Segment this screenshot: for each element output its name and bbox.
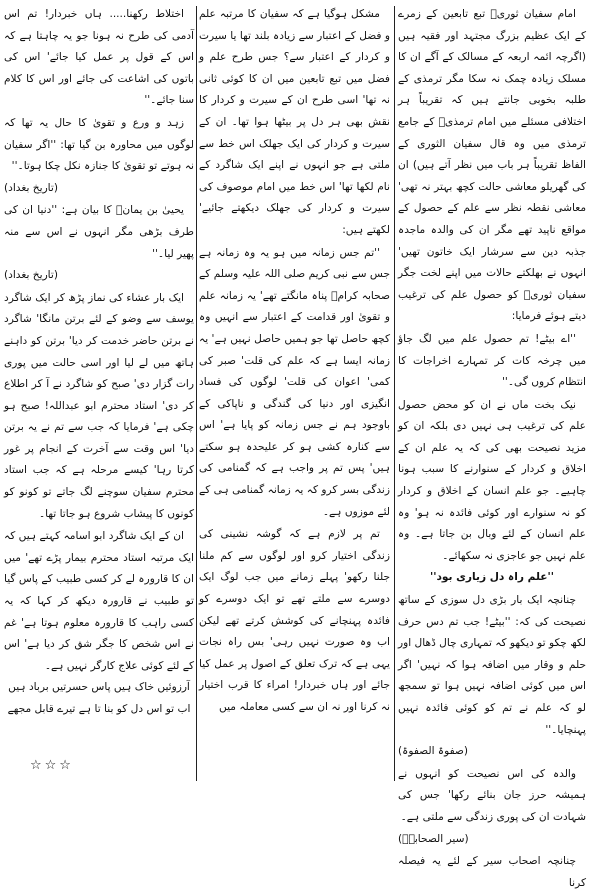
source-citation: (تاریخ بغداد) (4, 269, 58, 282)
source-citation: (صفوۃ الصفوۃ) (398, 745, 469, 758)
paragraph: ایک بار عشاء کی نماز پڑھ کر ایک شاگرد یوسف سے وضو کے لئے برتن مانگا' شاگرد نے برتن حاضر خدمت کر دیا' برتن کو داہنے ہاتھ میں لے لیا اور اسی حالت میں پوری رات گزار دی' صبح کو شاگرد نے آ کر اطلاع کر دی' استاد محترم ابو عبداللہ! صبح ہو چکی ہے' فرمایا کہ جب سے تم نے یہ برتن دیا' اس وقت سے آخرت کے انجام پر غور کرتا رہا' کیسے مرحلہ ہے کہ جب استاد محترم سفیان سوچنے لگ جاتے تو کونو کو کونوں کا پیشاب شروع ہو جاتا تھا۔ (4, 291, 194, 520)
column-divider-right (394, 6, 395, 781)
left-column (4, 4, 194, 784)
poetry-line: اب تو اس دل کو بنا تا ہے تیرے قابل مجھے (7, 703, 191, 715)
paragraph: چنانچہ ایک بار بڑی دل سوزی کے ساتھ نصیحت کی کہ: ''بیٹے! جب تم دس حرف لکھ چکو تو دیکھو کہ تمہاری چال ڈھال اور حلم و وقار میں اضافہ ہوا کہ نہیں' اگر اس میں کوئی اضافہ نہیں ہوا تو سمجھ لو کہ علم نے تم کو کوئی فائدہ نہیں پہنچایا۔'' (398, 594, 586, 736)
paragraph: یحییٰ بن یمانؒ کا بیان ہے: ''دنیا ان کی طرف بڑھی مگر انہوں نے اس سے منہ پھیر لیا۔'' (4, 204, 194, 260)
paragraph: تم پر لازم ہے کہ گوشہ نشینی کی زندگی اختیار کرو اور لوگوں سے کم ملنا جلنا رکھو' پہلے زمانے میں جب لوگ ایک دوسرے سے ملتے تھے تو ایک دوسرے کو فائدہ پہنچانے کی کوشش کرتے تھے لیکن اب وہ صورت نہیں رہی' بس راہ نجات یہی ہے کہ ترک تعلق کے اصول پر عمل کیا جائے اور ہاں خبردار! امراء کا قرب اختیار نہ کرنا اور نہ ان سے کسی معاملہ میں (199, 528, 390, 713)
paragraph: مشکل ہوگیا ہے کہ سفیان کا مرتبہ علم و فضل کے اعتبار سے زیادہ بلند تھا یا سیرت و کردار کے اعتبار سے؟ جس طرح علم و فضل میں تبع تابعین میں ان کا کوئی ثانی نہ تھا' اسی طرح ان کے سیرت و کردار کا نقش بھی ہر دل پر بیٹھا ہوا تھا۔ ان کے سیرت و کردار کی ایک جھلک اس خط سے ملتی ہے جو انہوں نے اپنے ایک شاگرد کے نام لکھا تھا' اس خط میں امام موصوف کی سیرت و کردار کی جھلک دیکھتے جائیے' لکھتے ہیں: (199, 8, 390, 236)
paragraph: والدہ کی اس نصیحت کو انہوں نے ہمیشہ حرز جان بنائے رکھا' جس کی شہادت ان کی پوری زندگی سے ملتی ہے۔ (398, 767, 586, 823)
poetry-line: آرزوئیں خاک ہیں پاس حسرتیں برباد ہیں (8, 681, 190, 694)
poetry-line: ''علم راہ دل زیاری بود'' (429, 571, 555, 584)
paragraph: اختلاط رکھنا..... ہاں خبردار! تم اس آدمی کی طرح نہ ہونا جو یہ چاہتا ہے کہ اس کے قول پر عمل کیا جائے' اس کی باتوں کی اشاعت کی جائے اور اس کا کلام سنا جائے۔'' (4, 8, 194, 107)
paragraph: زہد و ورع و تقویٰ کا حال یہ تھا کہ لوگوں میں محاورہ بن گیا تھا: ''اگر سفیان نہ ہوتے تو تقویٰ کا جنازہ نکل چکا ہوتا۔'' (4, 116, 194, 173)
source-citation: (تاریخ بغداد) (4, 181, 58, 194)
paragraph: نیک بخت ماں نے ان کو محض حصول علم کی ترغیب ہی نہیں دی بلکہ ان کو مزید نصیحت بھی کی کہ یہ علم ان کے اخلاق و کردار کے سنوارنے کا سبب ہونا چاہیے۔ جو علم انسان کے اخلاق و کردار کو نہ سنوارے اور کوئی فائدہ نہ ہو' وہ علم انسان کے لئے وبال بن جاتا ہے۔ وہ علم نہیں جو عاجزی نہ سکھائے۔ (398, 398, 586, 562)
paragraph: امام سفیان ثوریؒ تبع تابعین کے زمرے کے ایک عظیم بزرگ مجتہد اور فقیہ ہیں (اگرچہ ائمہ اربعہ کے مسالک کے آگے ان کا مسلک زیادہ چمک نہ سکا مگر ترمذی کے طلبہ بخوبی جانتے ہیں کہ تقریباً ہر اختلافی مسئلے میں امام ترمذیؒ کے جامع ترمذی میں وہ قال سفیان الثوری کے الفاظ تقریباً ہر باب میں نظر آتے ہیں) ان کی گھریلو معاشی حالت کچھ بہتر نہ تھی' معاشی نقطہ نظر سے علم کے حصول کے مواقع ناپید تھے مگر ان کی والدہ ماجدہ جذبہ دین سے سرشار ایک خاتون تھیں' انہوں نے بھلکتے حالات میں اپنے لخت جگر سفیان ثوریؒ کو حصول علم کی ترغیب دیتے ہوئے فرمایا: (398, 8, 586, 323)
mother-quote: ''اے بیٹے! تم حصول علم میں لگ جاؤ میں چرخہ کات کر تمہارے اخراجات کا انتظام کروں گی۔'' (398, 332, 586, 389)
paragraph: ان کے ایک شاگرد ابو اسامہ کہتے ہیں کہ ایک مرتبہ استاد محترم بیمار پڑے تھے' میں ان کا قارورہ لے کر کسی طبیب کے پاس گیا تو طبیب نے قارورہ دیکھ کر کہا کہ یہ کسی راہب کا قارورہ معلوم ہوتا ہے' غم نے اس شخص کا جگر شق کر دیا ہے' اس کے لئے کوئی علاج کارگر نہیں ہے۔ (4, 530, 194, 672)
section-end-stars: ☆☆☆ (30, 758, 74, 773)
column-divider-left (196, 6, 197, 781)
paragraph: چنانچہ اصحاب سیر کے لئے یہ فیصلہ کرنا (398, 855, 586, 889)
middle-column (199, 4, 390, 784)
right-column (398, 4, 586, 889)
letter-quote: ''تم جس زمانہ میں ہو یہ وہ زمانہ ہے جس سے نبی کریم صلی اللہ علیہ وسلم کے صحابہ کرامؓ پناہ مانگتے تھے' یہ زمانہ علم و تقویٰ اور قدامت کے اعتبار سے انہیں وہ کچھ حاصل تھا جو ہمیں حاصل نہیں ہے' یہ زمانہ ایسا ہے کہ علم کی قلت' صبر کی کمی' اعوان کی قلت' لوگوں کی فساد انگیزی اور دنیا کی گندگی و ناپاکی کے باوجود ہم نے جس زمانہ کو پایا ہے' اس سے کنارہ کشی ہو کر علیحدہ ہو سکتے ہیں' پس تم پر واجب ہے کہ گمنامی کی زندگی بسر کرو کہ یہ زمانہ گمنامی ہی کے لئے موزوں ہے۔ (199, 246, 390, 518)
source-citation: (سیر الصحابہؓ) (398, 832, 469, 845)
